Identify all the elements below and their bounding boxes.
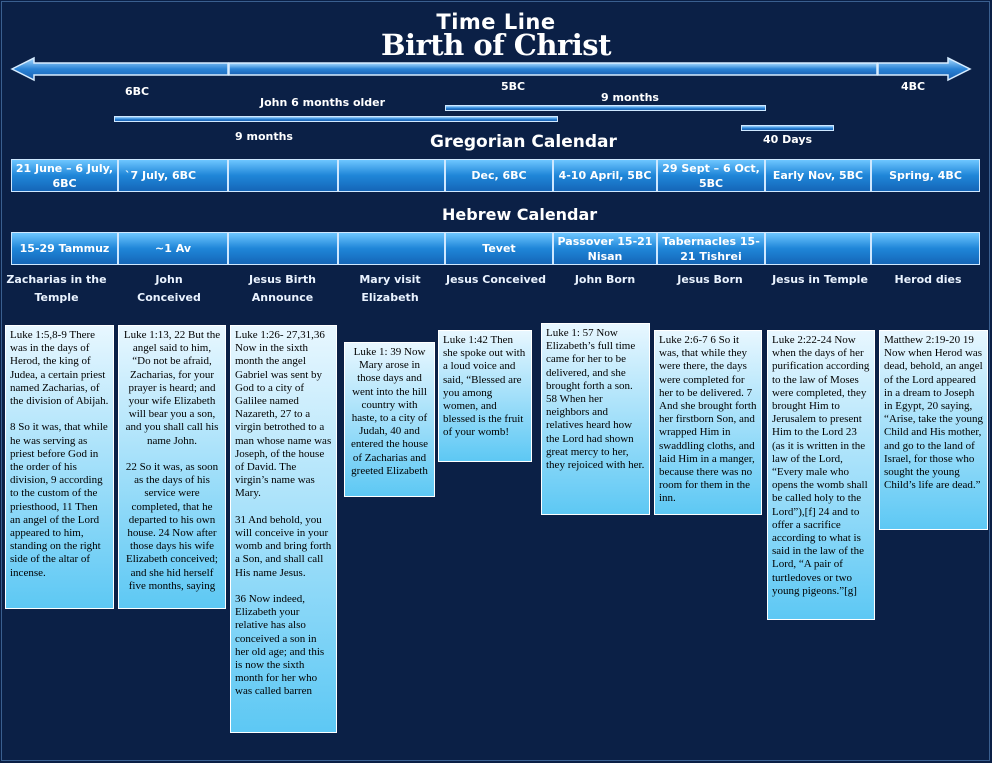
scripture-card: Luke 1:13, 22 But the angel said to him, “Do not be afraid, Zacharias, for your prayer is heard; and your wife Elizabeth will bear you a son, and you shall call his name John. 22 So it was, as soon as the days of his service were completed, that he departed to his own house. 24 Now after those days his wife Elizabeth conceived; and she hid herself five months, saying (118, 325, 226, 609)
hebrew-cell (228, 232, 338, 265)
gregorian-cell: 4-10 April, 5BC (553, 159, 657, 192)
timeline-segment-5bc (229, 63, 877, 75)
subtitle: Birth of Christ (381, 28, 611, 62)
gregorian-cell (338, 159, 445, 192)
span-bar-40-days (741, 125, 834, 131)
span-label-9-months-john: 9 months (235, 130, 293, 143)
gregorian-cell: 29 Sept – 6 Oct, 5BC (657, 159, 765, 192)
event-label: Zacharias in the Temple (6, 273, 107, 304)
gregorian-cell: Early Nov, 5BC (765, 159, 871, 192)
span-label-40-days: 40 Days (763, 133, 813, 146)
left-arrowhead-icon (12, 58, 228, 80)
gregorian-cell (228, 159, 338, 192)
hebrew-heading: Hebrew Calendar (442, 205, 598, 224)
title: Time Line (436, 10, 556, 34)
event-label: Jesus in Temple (772, 273, 868, 286)
year-label-4bc: 4BC (901, 80, 926, 93)
gregorian-heading: Gregorian Calendar (430, 132, 617, 152)
event-label: Jesus Born (677, 273, 743, 286)
scripture-card: Luke 1: 57 Now Elizabeth’s full time came for her to be delivered, and she brought forth a son. 58 When her neighbors and relatives heard how the Lord had shown great mercy to her, they rejoiced with her. (541, 323, 650, 515)
scripture-card: Matthew 2:19-20 19 Now when Herod was dead, behold, an angel of the Lord appeared in a dream to Joseph in Egypt, 20 saying, “Arise, take the young Child and His mother, and go to the land of Israel, for those who sought the young Child’s life are dead.” (879, 330, 988, 530)
span-bar-jesus-gestation (445, 105, 766, 111)
event-label: John Born (574, 273, 636, 286)
hebrew-cell (765, 232, 871, 265)
scripture-card: Luke 2:22-24 Now when the days of her purification according to the law of Moses were completed, they brought Him to Jerusalem to present Him to the Lord 23 (as it is written in the law of the Lord, “Every male who opens the womb shall be called holy to the Lord”),[f] 24 and to offer a sacrifice according to what is said in the law of the Lord, “A pair of turtledoves or two young pigeons.”[g] (767, 330, 875, 620)
scripture-card: Luke 2:6-7 6 So it was, that while they were there, the days were completed for her to be delivered. 7 And she brought forth her firstborn Son, and wrapped Him in swaddling cloths, and laid Him in a manger, because there was no room for them in the inn. (654, 330, 762, 515)
hebrew-cell: Passover 15-21 Nisan (553, 232, 657, 265)
hebrew-cell (338, 232, 445, 265)
span-label-john-older: John 6 months older (260, 96, 386, 109)
hebrew-cell: Tevet (445, 232, 553, 265)
scripture-card: Luke 1:5,8-9 There was in the days of Herod, the king of Judea, a certain priest named Zacharias, of the division of Abijah. 8 So it was, that while he was serving as priest before God in the order of his division, 9 according to the custom of the priesthood, 11 Then an angel of the Lord appeared to him, standing on the right side of the altar of incense. (5, 325, 114, 609)
event-label: John Conceived (137, 273, 201, 304)
span-label-9-months-jesus: 9 months (601, 91, 659, 104)
hebrew-cell: Tabernacles 15-21 Tishrei (657, 232, 765, 265)
gregorian-cell: Dec, 6BC (445, 159, 553, 192)
scripture-card: Luke 1: 39 Now Mary arose in those days and went into the hill country with haste, to a city of Judah, 40 and entered the house of Zacharias and greeted Elizabeth (344, 342, 435, 497)
right-arrowhead-icon (878, 58, 970, 80)
event-label: Jesus Conceived (445, 273, 547, 286)
scripture-card: Luke 1:42 Then she spoke out with a loud voice and said, “Blessed are you among women, and blessed is the fruit of your womb! (438, 330, 532, 462)
event-label: Herod dies (894, 273, 962, 286)
gregorian-cell: `7 July, 6BC (118, 159, 228, 192)
hebrew-cell (871, 232, 980, 265)
scripture-card: Luke 1:26- 27,31,36 Now in the sixth month the angel Gabriel was sent by God to a city of Galilee named Nazareth, 27 to a virgin betrothed to a man whose name was Joseph, of the house of David. The virgin’s name was Mary. 31 And behold, you will conceive in your womb and bring forth a Son, and shall call His name Jesus. 36 Now indeed, Elizabeth your relative has also conceived a son in her old age; and this is now the sixth month for her who was called barren (230, 325, 337, 733)
span-bar-john-gestation (114, 116, 558, 122)
hebrew-cell: 15-29 Tammuz (11, 232, 118, 265)
year-label-6bc: 6BC (125, 85, 150, 98)
event-label: Mary visit Elizabeth (359, 273, 421, 304)
hebrew-cell: ~1 Av (118, 232, 228, 265)
event-label: Jesus Birth Announce (249, 273, 316, 304)
year-label-5bc: 5BC (501, 80, 526, 93)
gregorian-cell: Spring, 4BC (871, 159, 980, 192)
gregorian-cell: 21 June – 6 July, 6BC (11, 159, 118, 192)
